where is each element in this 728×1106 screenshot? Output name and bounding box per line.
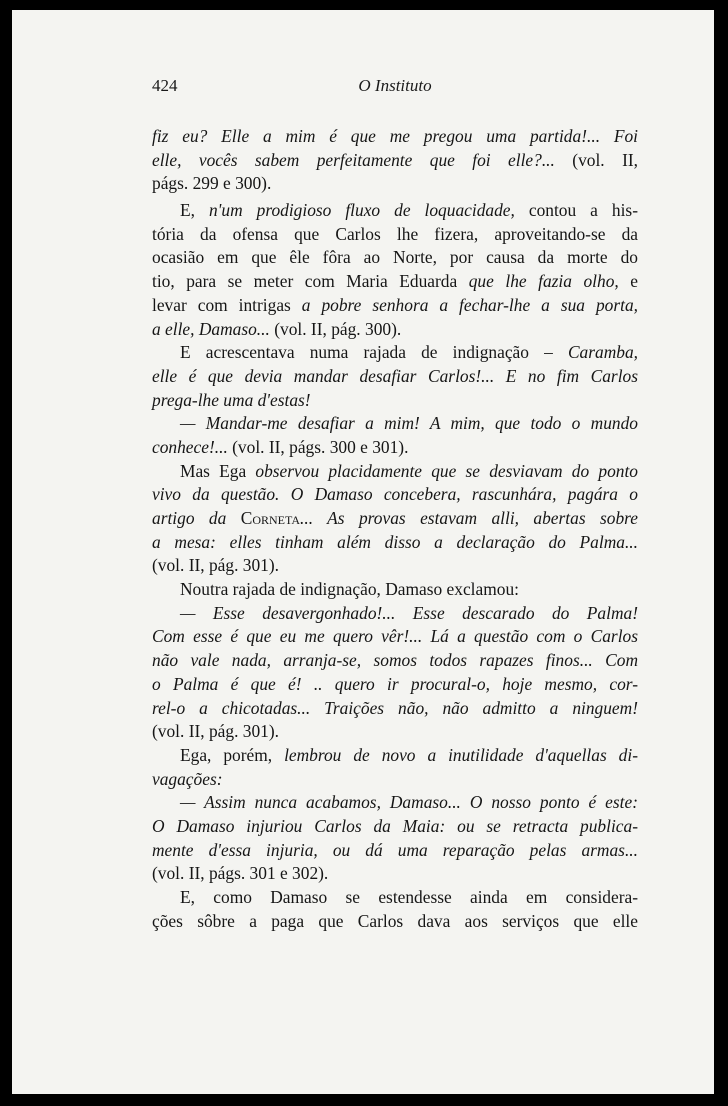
text-line	[152, 460, 638, 484]
text-segment: o Palma é que é! .. quero ir procural-o, hoje mesmo, cor-	[152, 673, 638, 694]
text-line	[152, 318, 638, 342]
text-line	[152, 791, 638, 815]
text-segment: Mas Ega	[180, 460, 256, 481]
text-segment: que lhe fazia olho,	[468, 271, 619, 292]
text-segment: — Esse desavergonhado!... Esse descarado do Palma!	[180, 602, 638, 623]
text-segment: contou a his-	[514, 200, 638, 221]
text-line	[152, 436, 638, 460]
text-segment: tória da ofensa que Carlos lhe fizera, aproveitando-se da	[152, 223, 638, 244]
text-segment: (vol. II, págs. 300 e 301).	[227, 436, 409, 457]
text-segment: — Assim nunca acabamos, Damaso... O nosso ponto é este:	[180, 792, 638, 813]
text-segment: n'um prodigioso fluxo de loquacidade,	[208, 200, 515, 221]
text-segment: (vol. II, pág. 301).	[152, 555, 280, 576]
text-segment: E,	[180, 200, 209, 221]
text-line	[152, 412, 638, 436]
text-line	[152, 910, 638, 934]
text-segment: — Mandar-me desafiar a mim! A mim, que todo o mundo	[180, 413, 638, 434]
text-segment: E acrescentava numa rajada de indignação –	[180, 342, 568, 363]
text-segment: elle é que devia mandar desafiar Carlos!... E no fim Carlos	[152, 365, 638, 386]
text-line	[152, 697, 638, 721]
text-segment: a elle, Damaso...	[152, 318, 270, 339]
text-line	[152, 294, 638, 318]
text-segment: (vol. II,	[554, 149, 638, 170]
text-segment: mente d'essa injuria, ou dá uma reparação pelas armas...	[152, 839, 638, 860]
text-segment: vivo da questão. O Damaso concebera, rascunhára, pagára o	[152, 484, 638, 505]
text-segment: a mesa: elles tinham além disso a declaração do Palma...	[152, 531, 638, 552]
text-segment: (vol. II, págs. 301 e 302).	[152, 863, 329, 884]
text-segment: ções sôbre a paga que Carlos dava aos serviços que elle	[152, 910, 638, 931]
text-segment: fiz eu? Elle a mim é que me pregou uma partida!... Foi	[152, 126, 638, 146]
text-line	[152, 507, 638, 531]
text-segment: Noutra rajada de indignação, Damaso exclamou:	[180, 579, 519, 600]
text-segment: Com esse é que eu me quero vêr!... Lá a questão com o Carlos	[152, 626, 638, 647]
text-line	[152, 389, 638, 413]
text-line	[152, 886, 638, 910]
text-segment: elle, vocês sabem perfeitamente que foi elle?...	[152, 149, 555, 170]
text-segment: O Damaso injuriou Carlos da Maia: ou se retracta publica-	[152, 815, 638, 836]
text-segment: prega-lhe uma d'estas!	[152, 389, 311, 410]
text-segment: ... As provas estavam alli, abertas sobre	[300, 508, 638, 528]
book-page	[12, 10, 714, 1094]
text-segment: lembrou de novo a inutilidade d'aquellas di-	[284, 744, 638, 765]
text-line	[152, 149, 638, 173]
text-line	[152, 578, 638, 602]
text-line	[152, 768, 638, 792]
text-line	[152, 531, 638, 555]
text-segment: págs. 299 e 300).	[152, 173, 272, 194]
text-segment: (vol. II, pág. 301).	[152, 721, 280, 742]
page-number: 424	[152, 76, 178, 95]
text-line	[152, 649, 638, 673]
text-line	[152, 483, 638, 507]
text-line	[152, 270, 638, 294]
text-segment: ocasião em que êle fôra ao Norte, por causa da morte do	[152, 247, 638, 268]
text-line	[152, 625, 638, 649]
text-segment: e	[618, 271, 638, 292]
text-line	[152, 246, 638, 270]
body-text	[152, 125, 638, 933]
text-segment: vagações:	[152, 768, 223, 789]
text-segment: observou placidamente que se desviavam do ponto	[255, 460, 639, 481]
text-line	[152, 554, 638, 578]
text-line	[152, 199, 638, 223]
text-line	[152, 223, 638, 247]
text-segment: Ega, porém,	[180, 744, 285, 765]
text-segment: Corneta	[240, 508, 301, 528]
text-line	[152, 125, 638, 149]
text-segment: Caramba,	[567, 342, 638, 363]
text-line	[152, 744, 638, 768]
text-segment: a pobre senhora a fechar-lhe a sua porta,	[301, 294, 638, 315]
text-line	[152, 172, 638, 196]
text-segment: levar com intrigas	[152, 294, 302, 315]
text-segment: artigo da	[152, 508, 241, 528]
text-line	[152, 720, 638, 744]
page-header	[152, 76, 638, 100]
text-segment: rel-o a chicotadas... Traições não, não admitto a ninguem!	[152, 697, 638, 718]
text-segment: tio, para se meter com Maria Eduarda	[152, 271, 469, 292]
text-segment: E, como Damaso se estendesse ainda em considera-	[180, 887, 638, 907]
text-segment: conhece!...	[152, 436, 228, 457]
text-segment: (vol. II, pág. 300).	[269, 318, 402, 339]
text-line	[152, 815, 638, 839]
text-line	[152, 341, 638, 365]
text-line	[152, 673, 638, 697]
text-line	[152, 862, 638, 886]
text-line	[152, 365, 638, 389]
text-line	[152, 839, 638, 863]
running-head: O Instituto	[358, 76, 432, 95]
text-segment: não vale nada, arranja-se, somos todos rapazes finos... Com	[152, 650, 638, 671]
text-line	[152, 602, 638, 626]
